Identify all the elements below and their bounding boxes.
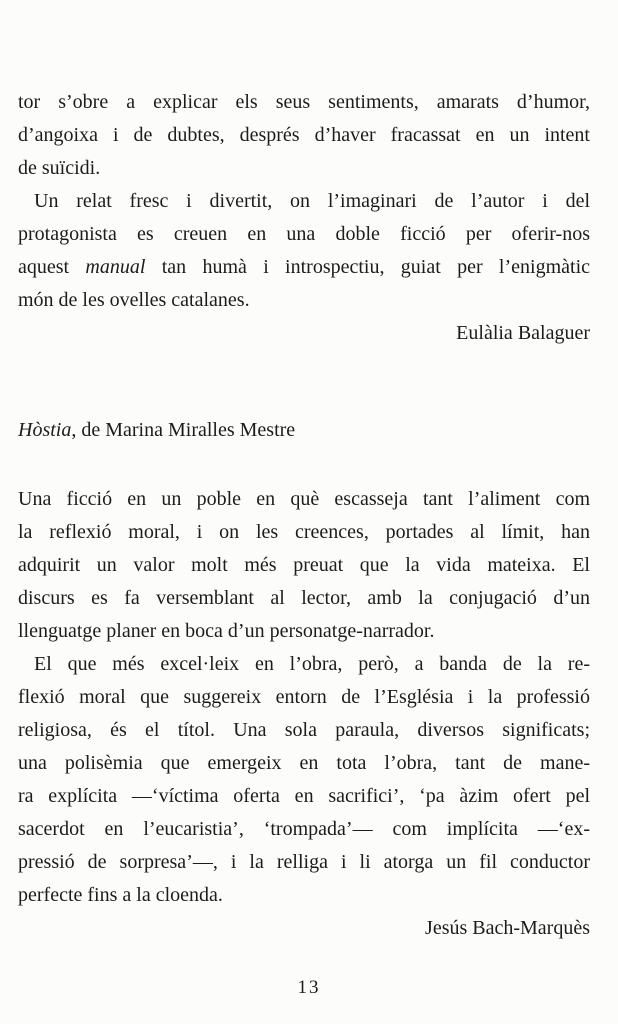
signature-attribution: Eulàlia Balaguer	[456, 322, 590, 344]
text-line: protagonista es creuen en una doble ficció per oferir-nos	[18, 223, 590, 245]
signature-attribution: Jesús Bach-Marquès	[425, 917, 590, 939]
text-line: religiosa, és el títol. Una sola paraula, diversos significats;	[18, 719, 590, 741]
text-line: perfecte fins a la cloenda.	[18, 884, 223, 906]
section-heading: Hòstia, de Marina Miralles Mestre	[18, 419, 296, 441]
text-line: Un relat fresc i divertit, on l’imaginari de l’autor i del	[34, 190, 590, 212]
text-line: món de les ovelles catalanes.	[18, 289, 250, 311]
text-line: El que més excel·leix en l’obra, però, a banda de la re-	[34, 653, 590, 675]
text-line: flexió moral que suggereix entorn de l’Església i la professió	[18, 686, 590, 708]
text-line: tor s’obre a explicar els seus sentiments, amarats d’humor,	[18, 91, 590, 113]
paragraph	[18, 185, 590, 317]
text-line: ra explícita —‘víctima oferta en sacrifici’, ‘pa àzim ofert pel	[18, 785, 590, 807]
text-line: Una ficció en un poble en què escasseja tant l’aliment com	[18, 488, 590, 510]
text-line: de suïcidi.	[18, 157, 101, 179]
text-line: llenguatge planer en boca d’un personatge-narrador.	[18, 620, 435, 642]
paragraph	[18, 483, 590, 648]
page-text-block	[18, 86, 590, 945]
text-line: la reflexió moral, i on les creences, portades al límit, han	[18, 521, 590, 543]
paragraph	[18, 648, 590, 912]
text-line: una polisèmia que emergeix en tota l’obra, tant de mane-	[18, 752, 590, 774]
text-line: discurs es fa versemblant al lector, amb la conjugació d’un	[18, 587, 590, 609]
text-line: adquirit un valor molt més preuat que la vida mateixa. El	[18, 554, 590, 576]
text-line: sacerdot en l’eucaristia’, ‘trompada’— com implícita —‘ex-	[18, 818, 590, 840]
paragraph	[18, 86, 590, 185]
text-line: d’angoixa i de dubtes, després d’haver fracassat en un intent	[18, 124, 590, 146]
page-number: 13	[297, 977, 321, 998]
text-line: pressió de sorpresa’—, i la relliga i li atorga un fil conductor	[18, 851, 590, 873]
text-line: aquest manual tan humà i introspectiu, guiat per l’enigmàtic	[18, 256, 591, 278]
